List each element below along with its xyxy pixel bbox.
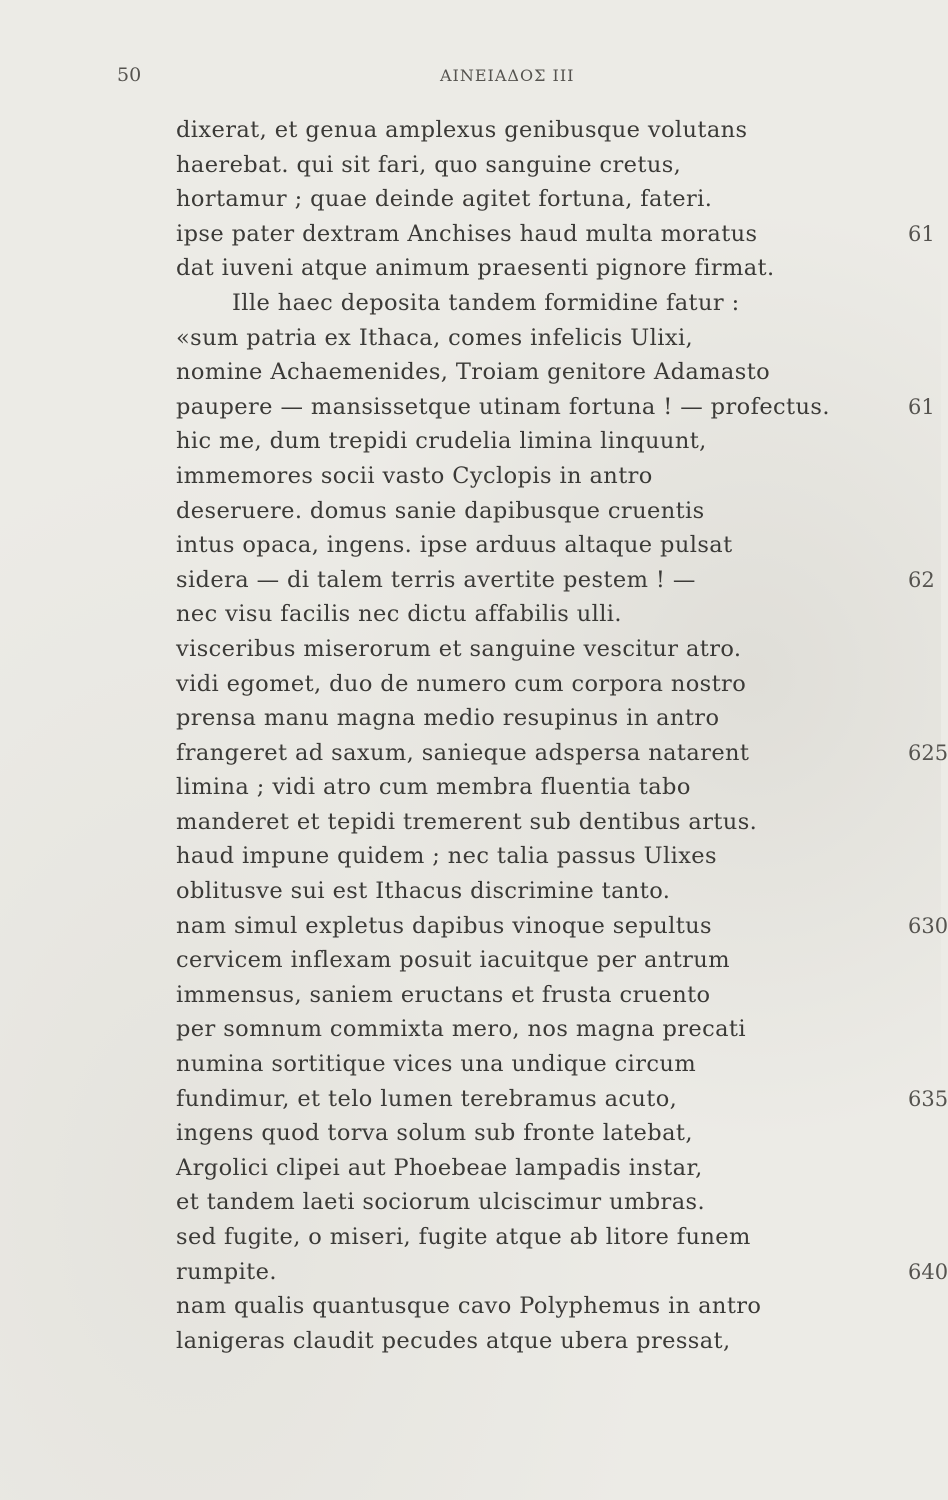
verse-text: Ille haec deposita tandem formidine fatur : (232, 289, 740, 316)
verse-text: oblitusve sui est Ithacus discrimine tanto. (176, 878, 671, 905)
verse-text: frangeret ad saxum, sanieque adspersa natarent (176, 739, 750, 766)
verse-text: visceribus miserorum et sanguine vescitur atro. (176, 635, 742, 662)
verse-line (0, 839, 941, 874)
verse-line (0, 182, 941, 217)
verse-block (0, 113, 948, 1358)
line-number: 62 (908, 567, 935, 592)
verse-line (0, 770, 941, 805)
verse-line (0, 148, 941, 183)
verse-text: dixerat, et genua amplexus genibusque volutans (176, 117, 748, 143)
verse-line (0, 528, 941, 563)
verse-text: numina sortitique vices una undique circum (176, 1051, 697, 1078)
verse-text: nam simul expletus dapibus vinoque sepultus (176, 912, 713, 939)
page-header (0, 64, 941, 90)
verse-line (0, 1012, 941, 1047)
verse-text: dat iuveni atque animum praesenti pignore firmat. (176, 255, 775, 282)
verse-line (0, 701, 941, 736)
page-number: 50 (117, 64, 142, 86)
verse-text: Argolici clipei aut Phoebeae lampadis instar, (176, 1154, 703, 1181)
verse-text: fundimur, et telo lumen terebramus acuto, (176, 1085, 678, 1112)
verse-text: intus opaca, ingens. ipse arduus altaque pulsat (176, 532, 733, 559)
line-number: 625 (908, 740, 948, 765)
verse-line (0, 874, 941, 909)
verse-line (0, 459, 941, 494)
verse-line (0, 563, 941, 598)
verse-line (0, 251, 941, 286)
verse-line (0, 1220, 941, 1255)
verse-text: «sum patria ex Ithaca, comes infelicis Ulixi, (176, 324, 694, 351)
verse-line (0, 805, 941, 840)
verse-text: limina ; vidi atro cum membra fluentia tabo (176, 774, 691, 801)
verse-line (0, 1324, 941, 1359)
line-number: 630 (908, 913, 948, 938)
verse-text: haerebat. qui sit fari, quo sanguine cretus, (176, 151, 682, 178)
verse-text: sidera — di talem terris avertite pestem ! — (176, 566, 696, 593)
verse-line (0, 1151, 941, 1186)
verse-line (0, 355, 941, 390)
verse-text: immemores socii vasto Cyclopis in antro (176, 462, 653, 489)
verse-text: hic me, dum trepidi crudelia limina linquunt, (176, 428, 707, 455)
verse-text: nec visu facilis nec dictu affabilis ulli. (176, 601, 622, 628)
line-number: 61 (908, 221, 935, 246)
verse-line (0, 1255, 948, 1290)
verse-line (0, 736, 948, 771)
verse-text: hortamur ; quae deinde agitet fortuna, fateri. (176, 186, 713, 213)
verse-text: sed fugite, o miseri, fugite atque ab litore funem (176, 1224, 751, 1250)
verse-text: manderet et tepidi tremerent sub dentibus artus. (176, 808, 758, 835)
verse-text: haud impune quidem ; nec talia passus Ulixes (176, 843, 717, 870)
running-head: ΑΙΝΕΙΑΔΟΣ III (440, 66, 575, 85)
verse-text: rumpite. (176, 1258, 277, 1285)
verse-text: paupere — mansissetque utinam fortuna ! — profectus. (176, 393, 830, 420)
verse-line (0, 978, 941, 1013)
verse-line (0, 321, 941, 356)
line-number: 635 (908, 1086, 948, 1111)
verse-line (0, 494, 941, 529)
verse-line (0, 390, 941, 425)
verse-line (0, 217, 941, 252)
verse-line (0, 632, 941, 667)
verse-line (0, 597, 941, 632)
verse-line (0, 1082, 948, 1117)
verse-text: deseruere. domus sanie dapibusque cruentis (176, 497, 705, 524)
line-number: 61 (908, 394, 935, 419)
verse-text: vidi egomet, duo de numero cum corpora nostro (176, 670, 747, 697)
verse-text: cervicem inflexam posuit iacuitque per antrum (176, 947, 730, 974)
verse-line (0, 1185, 941, 1220)
verse-text: prensa manu magna medio resupinus in antro (176, 705, 720, 732)
verse-line (0, 909, 948, 944)
verse-text: immensus, saniem eructans et frusta cruento (176, 981, 711, 1008)
verse-line (0, 943, 941, 978)
verse-line (0, 667, 941, 702)
verse-line (0, 286, 941, 321)
verse-text: per somnum commixta mero, nos magna precati (176, 1016, 746, 1043)
verse-text: nomine Achaemenides, Troiam genitore Adamasto (176, 359, 771, 386)
verse-text: et tandem laeti sociorum ulciscimur umbras. (176, 1189, 706, 1216)
verse-line (0, 1116, 941, 1151)
verse-text: ingens quod torva solum sub fronte latebat, (176, 1120, 693, 1147)
verse-line (0, 113, 941, 148)
verse-text: lanigeras claudit pecudes atque ubera pressat, (176, 1327, 731, 1354)
verse-text: ipse pater dextram Anchises haud multa moratus (176, 220, 758, 247)
verse-text: nam qualis quantusque cavo Polyphemus in antro (176, 1293, 762, 1320)
verse-line (0, 424, 941, 459)
verse-line (0, 1289, 941, 1324)
verse-line (0, 1047, 941, 1082)
line-number: 640 (908, 1259, 948, 1284)
